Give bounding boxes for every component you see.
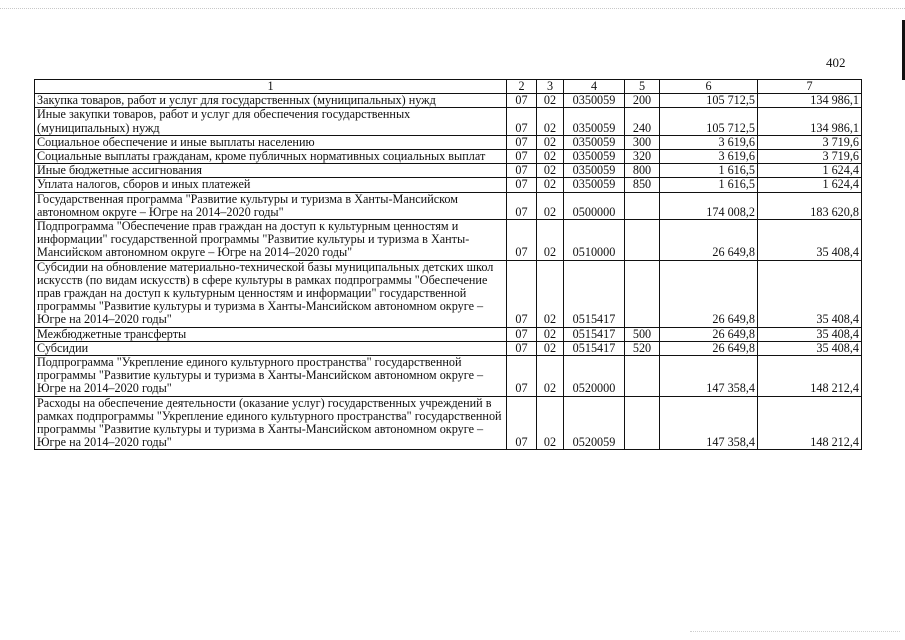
target-article-code: 0350059 [564, 94, 625, 108]
section-code: 07 [507, 164, 537, 178]
section-code: 07 [507, 192, 537, 219]
section-code: 07 [507, 108, 537, 135]
row-name: Социальные выплаты гражданам, кроме публичных нормативных социальных выплат [35, 150, 507, 164]
expense-type-code: 500 [625, 327, 660, 341]
header-cell: 6 [660, 80, 758, 94]
header-cell: 4 [564, 80, 625, 94]
section-code: 07 [507, 356, 537, 397]
section-code: 07 [507, 341, 537, 355]
amount-col7: 35 408,4 [758, 327, 862, 341]
amount-col6: 3 619,6 [660, 135, 758, 149]
amount-col6: 174 008,2 [660, 192, 758, 219]
amount-col6: 3 619,6 [660, 150, 758, 164]
row-name: Социальное обеспечение и иные выплаты населению [35, 135, 507, 149]
amount-col7: 134 986,1 [758, 94, 862, 108]
target-article-code: 0350059 [564, 164, 625, 178]
table-row [35, 220, 862, 261]
row-name: Субсидии [35, 341, 507, 355]
row-name: Государственная программа "Развитие культуры и туризма в Ханты-Мансийском автономном округе – Югре на 2014–2020 годы" [35, 192, 507, 219]
target-article-code: 0350059 [564, 150, 625, 164]
subsection-code: 02 [537, 356, 564, 397]
target-article-code: 0520000 [564, 356, 625, 397]
section-code: 07 [507, 396, 537, 450]
page-number: 402 [826, 55, 846, 70]
header-cell: 3 [537, 80, 564, 94]
section-code: 07 [507, 135, 537, 149]
subsection-code: 02 [537, 341, 564, 355]
row-name: Подпрограмма "Укрепление единого культурного пространства" государственной программы "Развитие культуры и туризма в Ханты-Мансийском автономном округе – Югре на 2014–2020 годы" [35, 356, 507, 397]
target-article-code: 0350059 [564, 108, 625, 135]
amount-col7: 134 986,1 [758, 108, 862, 135]
table-row [35, 108, 862, 135]
header-cell: 2 [507, 80, 537, 94]
expense-type-code: 800 [625, 164, 660, 178]
amount-col6: 147 358,4 [660, 356, 758, 397]
subsection-code: 02 [537, 164, 564, 178]
table-row [35, 341, 862, 355]
amount-col6: 26 649,8 [660, 260, 758, 327]
amount-col6: 105 712,5 [660, 108, 758, 135]
amount-col7: 35 408,4 [758, 341, 862, 355]
expense-type-code: 520 [625, 341, 660, 355]
expense-type-code: 200 [625, 94, 660, 108]
amount-col6: 26 649,8 [660, 327, 758, 341]
row-name: Иные бюджетные ассигнования [35, 164, 507, 178]
expense-type-code [625, 220, 660, 261]
table-row [35, 260, 862, 327]
amount-col7: 1 624,4 [758, 178, 862, 192]
amount-col7: 148 212,4 [758, 356, 862, 397]
target-article-code: 0515417 [564, 327, 625, 341]
table-row [35, 356, 862, 397]
section-code: 07 [507, 150, 537, 164]
row-name: Межбюджетные трансферты [35, 327, 507, 341]
target-article-code: 0510000 [564, 220, 625, 261]
expense-type-code: 850 [625, 178, 660, 192]
table-row [35, 135, 862, 149]
section-code: 07 [507, 260, 537, 327]
expense-type-code: 240 [625, 108, 660, 135]
row-name: Уплата налогов, сборов и иных платежей [35, 178, 507, 192]
table-row [35, 164, 862, 178]
subsection-code: 02 [537, 178, 564, 192]
expense-type-code [625, 192, 660, 219]
amount-col7: 35 408,4 [758, 260, 862, 327]
table-row [35, 327, 862, 341]
amount-col6: 1 616,5 [660, 164, 758, 178]
amount-col7: 35 408,4 [758, 220, 862, 261]
subsection-code: 02 [537, 108, 564, 135]
amount-col7: 3 719,6 [758, 135, 862, 149]
scan-artifact-bottom [690, 631, 900, 634]
table-row [35, 396, 862, 450]
subsection-code: 02 [537, 327, 564, 341]
header-cell: 5 [625, 80, 660, 94]
row-name: Субсидии на обновление материально-технической базы муниципальных детских школ искусств (по видам искусств) в сфере культуры в рамках подпрограммы "Обеспечение прав граждан на доступ к культурным ценностям и информации" государственной программы "Развитие культуры и туризма в Ханты-Мансийском автономном округе – Югре на 2014–2020 годы" [35, 260, 507, 327]
header-cell: 1 [35, 80, 507, 94]
table-row [35, 178, 862, 192]
section-code: 07 [507, 178, 537, 192]
amount-col7: 3 719,6 [758, 150, 862, 164]
expense-type-code [625, 356, 660, 397]
target-article-code: 0350059 [564, 135, 625, 149]
amount-col7: 183 620,8 [758, 192, 862, 219]
subsection-code: 02 [537, 150, 564, 164]
amount-col6: 26 649,8 [660, 220, 758, 261]
expense-type-code [625, 396, 660, 450]
target-article-code: 0350059 [564, 178, 625, 192]
amount-col7: 1 624,4 [758, 164, 862, 178]
budget-table [34, 79, 862, 450]
expense-type-code [625, 260, 660, 327]
row-name: Подпрограмма "Обеспечение прав граждан на доступ к культурным ценностям и информации" государственной программы "Развитие культуры и туризма в Ханты-Мансийском автономном округе – Югре на 2014–2020 годы" [35, 220, 507, 261]
subsection-code: 02 [537, 220, 564, 261]
section-code: 07 [507, 94, 537, 108]
scan-artifact-top [0, 8, 905, 13]
expense-type-code: 300 [625, 135, 660, 149]
row-name: Иные закупки товаров, работ и услуг для обеспечения государственных (муниципальных) нужд [35, 108, 507, 135]
expense-type-code: 320 [625, 150, 660, 164]
subsection-code: 02 [537, 135, 564, 149]
amount-col6: 1 616,5 [660, 178, 758, 192]
amount-col6: 26 649,8 [660, 341, 758, 355]
table-header-row [35, 80, 862, 94]
table-row [35, 150, 862, 164]
header-cell: 7 [758, 80, 862, 94]
target-article-code: 0515417 [564, 341, 625, 355]
amount-col7: 148 212,4 [758, 396, 862, 450]
subsection-code: 02 [537, 94, 564, 108]
row-name: Расходы на обеспечение деятельности (оказание услуг) государственных учреждений в рамках подпрограммы "Укрепление единого культурного пространства" государственной программы "Развитие культуры и туризма в Ханты-Мансийском автономном округе – Югре на 2014–2020 годы" [35, 396, 507, 450]
table-row [35, 192, 862, 219]
table-row [35, 94, 862, 108]
subsection-code: 02 [537, 260, 564, 327]
target-article-code: 0515417 [564, 260, 625, 327]
row-name: Закупка товаров, работ и услуг для государственных (муниципальных) нужд [35, 94, 507, 108]
subsection-code: 02 [537, 396, 564, 450]
target-article-code: 0520059 [564, 396, 625, 450]
section-code: 07 [507, 220, 537, 261]
target-article-code: 0500000 [564, 192, 625, 219]
subsection-code: 02 [537, 192, 564, 219]
amount-col6: 105 712,5 [660, 94, 758, 108]
section-code: 07 [507, 327, 537, 341]
amount-col6: 147 358,4 [660, 396, 758, 450]
